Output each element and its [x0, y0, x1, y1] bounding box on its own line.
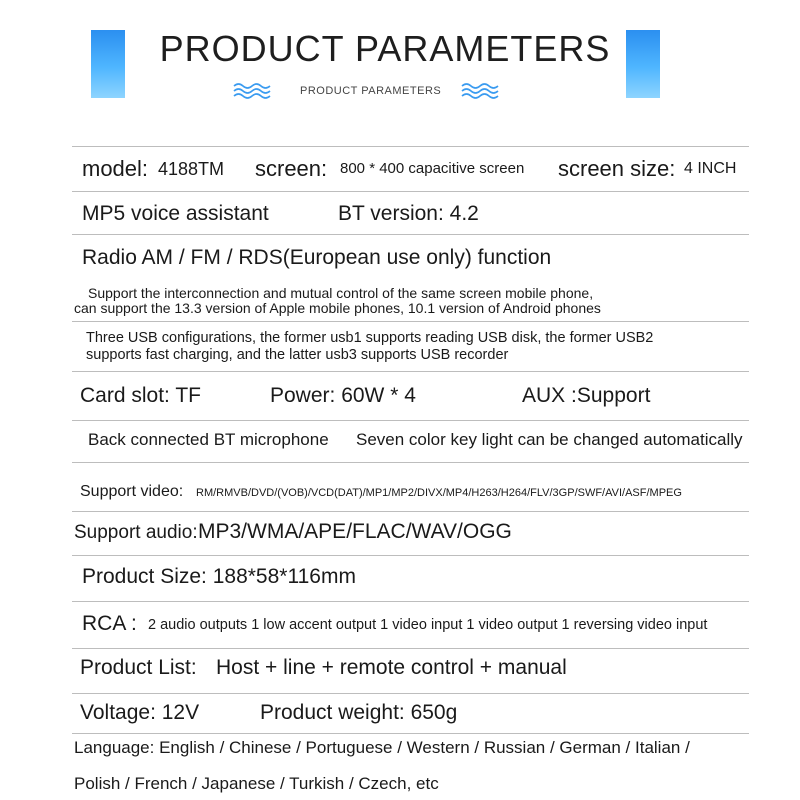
rca-label: RCA :: [82, 612, 137, 635]
divider: [72, 371, 749, 372]
product-list-value: Host + line + remote control + manual: [216, 656, 567, 679]
language-line-2: Polish / French / Japanese / Turkish / Czech, etc: [74, 774, 439, 793]
divider: [72, 601, 749, 602]
page-header: [0, 0, 800, 130]
wave-icon: [460, 82, 500, 100]
divider: [72, 511, 749, 512]
bt-version-text: BT version: 4.2: [338, 202, 479, 225]
interconnect-line-1: Support the interconnection and mutual control of the same screen mobile phone,: [88, 285, 594, 301]
card-slot-text: Card slot: TF: [80, 384, 201, 407]
product-list-label: Product List:: [80, 656, 197, 679]
audio-label: Support audio:: [74, 522, 198, 543]
power-text: Power: 60W * 4: [270, 384, 416, 407]
page-title: PRODUCT PARAMETERS: [159, 28, 611, 69]
screen-value: 800 * 400 capacitive screen: [340, 160, 525, 177]
key-light-text: Seven color key light can be changed automatically: [356, 430, 743, 449]
audio-value: MP3/WMA/APE/FLAC/WAV/OGG: [198, 520, 512, 543]
divider: [72, 191, 749, 192]
wave-icon: [232, 82, 272, 100]
bt-mic-text: Back connected BT microphone: [88, 430, 329, 449]
radio-text: Radio AM / FM / RDS(European use only) function: [82, 246, 552, 269]
rca-value: 2 audio outputs 1 low accent output 1 video input 1 video output 1 reversing video input: [148, 617, 708, 633]
usb-line-1: Three USB configurations, the former usb1 supports reading USB disk, the former USB2: [86, 330, 654, 346]
header-accent-block-left: [91, 30, 125, 98]
divider: [72, 420, 749, 421]
video-label: Support video:: [80, 483, 184, 500]
divider: [72, 648, 749, 649]
screen-size-value: 4 INCH: [684, 160, 737, 177]
header-accent-block-right: [626, 30, 660, 98]
video-value: RM/RMVB/DVD/(VOB)/VCD(DAT)/MP1/MP2/DIVX/MP4/H263/H264/FLV/3GP/SWF/AVI/ASF/MPEG: [196, 487, 682, 499]
divider: [72, 234, 749, 235]
page-subtitle: PRODUCT PARAMETERS: [300, 85, 442, 97]
divider: [72, 693, 749, 694]
aux-text: AUX :Support: [522, 384, 651, 407]
weight-text: Product weight: 650g: [260, 701, 458, 724]
divider: [72, 146, 749, 147]
model-value: 4188TM: [158, 159, 225, 179]
screen-size-label: screen size:: [558, 156, 676, 181]
divider: [72, 462, 749, 463]
divider: [72, 555, 749, 556]
language-line-1: Language: English / Chinese / Portuguese / Western / Russian / German / Italian /: [74, 738, 690, 757]
divider: [72, 733, 749, 734]
voltage-text: Voltage: 12V: [80, 701, 200, 724]
usb-line-2: supports fast charging, and the latter usb3 supports USB recorder: [86, 347, 509, 363]
screen-label: screen:: [255, 156, 328, 181]
voice-assistant-text: MP5 voice assistant: [82, 202, 269, 225]
model-label: model:: [82, 156, 149, 181]
divider: [72, 321, 749, 322]
interconnect-line-2: can support the 13.3 version of Apple mobile phones, 10.1 version of Android phones: [74, 300, 601, 316]
product-size-text: Product Size: 188*58*116mm: [82, 565, 356, 588]
